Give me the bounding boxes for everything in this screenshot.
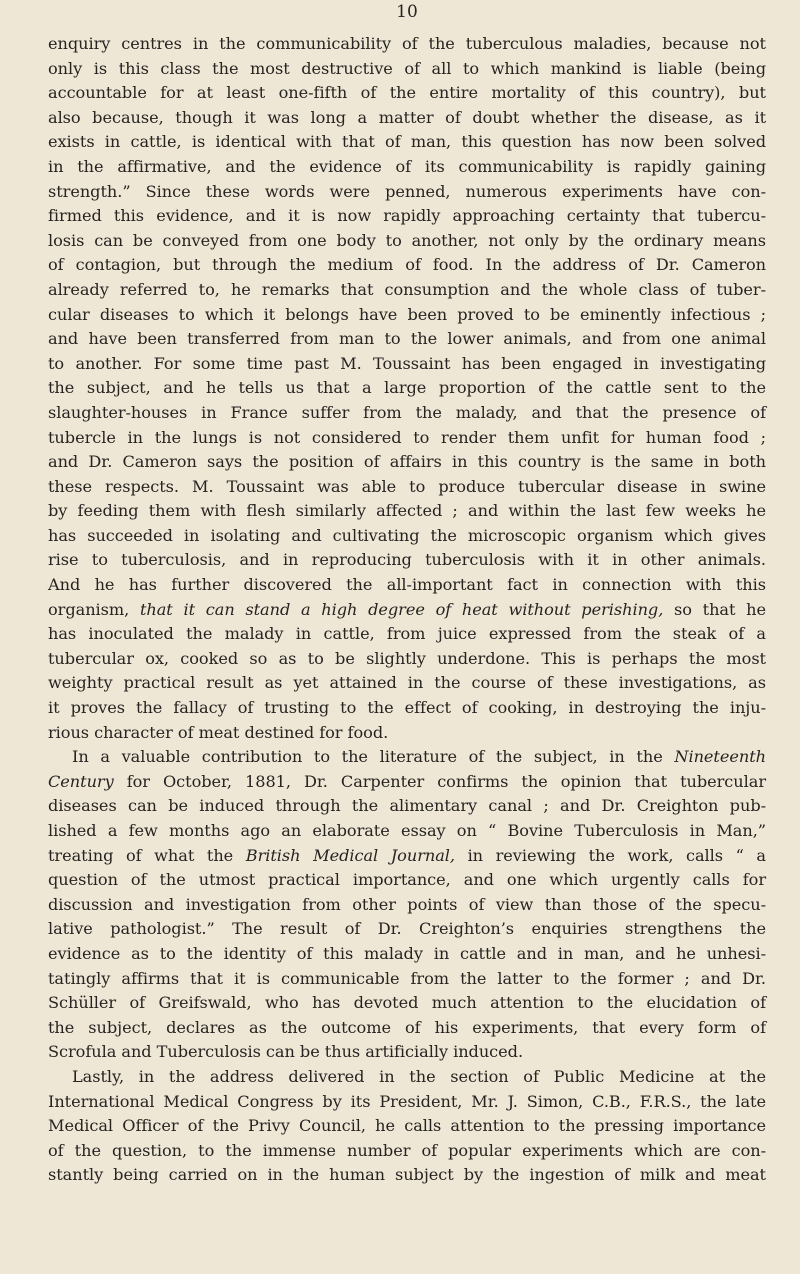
text-line (48, 204, 766, 229)
text-run: has succeeded in isolating and cultivating the microscopic organism which gives (48, 525, 766, 545)
text-run: rise to tuberculosis, and in reproducing tuberculosis with it in other animals. (48, 550, 766, 570)
text-line (48, 721, 766, 746)
text-run: In a valuable contribution to the literature of the subject, in the (72, 747, 675, 767)
text-line (48, 868, 766, 893)
text-line (48, 548, 766, 573)
text-run: tatingly affirms that it is communicable from the latter to the former ; and Dr. (48, 968, 766, 988)
text-run: organism, (48, 599, 140, 619)
text-line (48, 598, 766, 623)
text-run: and have been transferred from man to the lower animals, and from one animal (48, 329, 766, 349)
text-run: it proves the fallacy of trusting to the effect of cooking, in destroying the inju- (48, 698, 766, 718)
text-run: accountable for at least one-fifth of the entire mortality of this country), but (48, 83, 766, 103)
text-line (48, 81, 766, 106)
text-run: also because, though it was long a matter of doubt whether the disease, as it (48, 107, 766, 127)
text-line (48, 32, 766, 57)
text-run: has inoculated the malady in cattle, from juice expressed from the steak of a (48, 624, 766, 644)
text-line (48, 671, 766, 696)
text-run: cular diseases to which it belongs have been proved to be eminently infectious ; (48, 304, 766, 324)
text-run: these respects. M. Toussaint was able to produce tubercular disease in swine (48, 476, 766, 496)
text-run: tubercle in the lungs is not considered to render them unfit for human food ; (48, 427, 766, 447)
text-line (48, 376, 766, 401)
text-line (48, 622, 766, 647)
text-line (48, 1090, 766, 1115)
text-line (48, 499, 766, 524)
text-run: slaughter-houses in France suffer from the malady, and that the presence of (48, 402, 766, 422)
text-run: exists in cattle, is identical with that of man, this question has now been solved (48, 132, 766, 152)
text-line (48, 917, 766, 942)
text-run: so that he (663, 599, 767, 619)
text-run: and Dr. Cameron says the position of affairs in this country is the same in both (48, 452, 766, 472)
text-run: treating of what the (48, 845, 246, 865)
text-run: lished a few months ago an elaborate essay on “ Bovine Tuberculosis in Man,” (48, 821, 766, 840)
text-line (48, 155, 766, 180)
text-run: by feeding them with flesh similarly affected ; and within the last few weeks he (48, 501, 766, 521)
text-run: diseases can be induced through the alimentary canal ; and Dr. Creighton pub- (48, 796, 766, 816)
text-line (48, 303, 766, 328)
text-line (48, 1139, 766, 1164)
text-run: Scrofula and Tuberculosis can be thus artificially induced. (48, 1042, 524, 1062)
text-run: of the question, to the immense number of popular experiments which are con- (48, 1140, 766, 1160)
body-text (48, 28, 766, 1188)
text-line (48, 942, 766, 967)
text-run: Medical Officer of the Privy Council, he calls attention to the pressing importance (48, 1116, 766, 1136)
text-run: only is this class the most destructive of all to which mankind is liable (being (48, 58, 766, 78)
text-line (48, 770, 766, 795)
text-line (48, 475, 766, 500)
text-run: rious character of meat destined for food. (48, 722, 389, 742)
text-line (48, 278, 766, 303)
text-run: in reviewing the work, calls “ a (454, 845, 767, 865)
italic-text: that it can stand a high degree of heat without perishing, (139, 599, 664, 619)
text-line (48, 426, 766, 451)
italic-text: Nineteenth (674, 747, 766, 767)
text-run: the subject, declares as the outcome of his experiments, that every form of (48, 1017, 766, 1037)
text-run: enquiry centres in the communicability of the tuberculous maladies, because not (48, 34, 766, 53)
text-line (48, 352, 766, 377)
text-run: question of the utmost practical importance, and one which urgently calls for (48, 870, 766, 890)
text-line (48, 696, 766, 721)
text-line (48, 106, 766, 131)
text-line (48, 180, 766, 205)
text-run: lative pathologist.” The result of Dr. Creighton’s enquiries strengthens the (48, 919, 766, 939)
text-run: International Medical Congress by its President, Mr. J. Simon, C.B., F.R.S., the late (48, 1091, 766, 1111)
text-run: firmed this evidence, and it is now rapidly approaching certainty that tubercu- (48, 206, 766, 226)
text-line (48, 253, 766, 278)
text-run: for October, 1881, Dr. Carpenter confirms the opinion that tubercular (113, 771, 766, 791)
text-line (48, 1163, 766, 1188)
text-run: already referred to, he remarks that consumption and the whole class of tuber- (48, 279, 766, 299)
text-run: Schüller of Greifswald, who has devoted much attention to the elucidation of (48, 993, 766, 1013)
text-run: in the affirmative, and the evidence of its communicability is rapidly gaining (48, 156, 766, 176)
text-run: And he has further discovered the all-important fact in connection with this (48, 575, 766, 595)
text-line (48, 1065, 766, 1090)
text-line (48, 57, 766, 82)
text-line (48, 524, 766, 549)
italic-text: British Medical Journal, (245, 845, 455, 865)
text-line (48, 1040, 766, 1065)
text-line (48, 647, 766, 672)
text-run: Lastly, in the address delivered in the section of Public Medicine at the (72, 1066, 766, 1086)
text-line (48, 991, 766, 1016)
text-run: tubercular ox, cooked so as to be slightly underdone. This is perhaps the most (48, 648, 766, 668)
text-run: strength.” Since these words were penned, numerous experiments have con- (48, 181, 766, 201)
text-run: stantly being carried on in the human subject by the ingestion of milk and meat (48, 1165, 766, 1185)
text-line (48, 327, 766, 352)
text-line (48, 450, 766, 475)
text-run: discussion and investigation from other points of view than those of the specu- (48, 894, 766, 914)
text-line (48, 1114, 766, 1139)
page-number: 10 (396, 2, 418, 22)
text-run: evidence as to the identity of this malady in cattle and in man, and he unhesi- (48, 943, 766, 963)
text-line (48, 1016, 766, 1041)
text-run: losis can be conveyed from one body to another, not only by the ordinary means (48, 230, 766, 250)
text-line (48, 967, 766, 992)
text-run: to another. For some time past M. Toussaint has been engaged in investigating (48, 353, 766, 373)
text-line (48, 130, 766, 155)
text-line (48, 819, 766, 844)
text-run: of contagion, but through the medium of food. In the address of Dr. Cameron (48, 255, 766, 275)
text-line (48, 745, 766, 770)
text-line (48, 844, 766, 869)
text-line (48, 229, 766, 254)
italic-text: Century (48, 771, 114, 791)
text-line (48, 893, 766, 918)
text-run: weighty practical result as yet attained in the course of these investigations, as (48, 673, 766, 693)
text-line (48, 401, 766, 426)
text-line (48, 573, 766, 598)
text-run: the subject, and he tells us that a large proportion of the cattle sent to the (48, 378, 766, 398)
text-line (48, 794, 766, 819)
